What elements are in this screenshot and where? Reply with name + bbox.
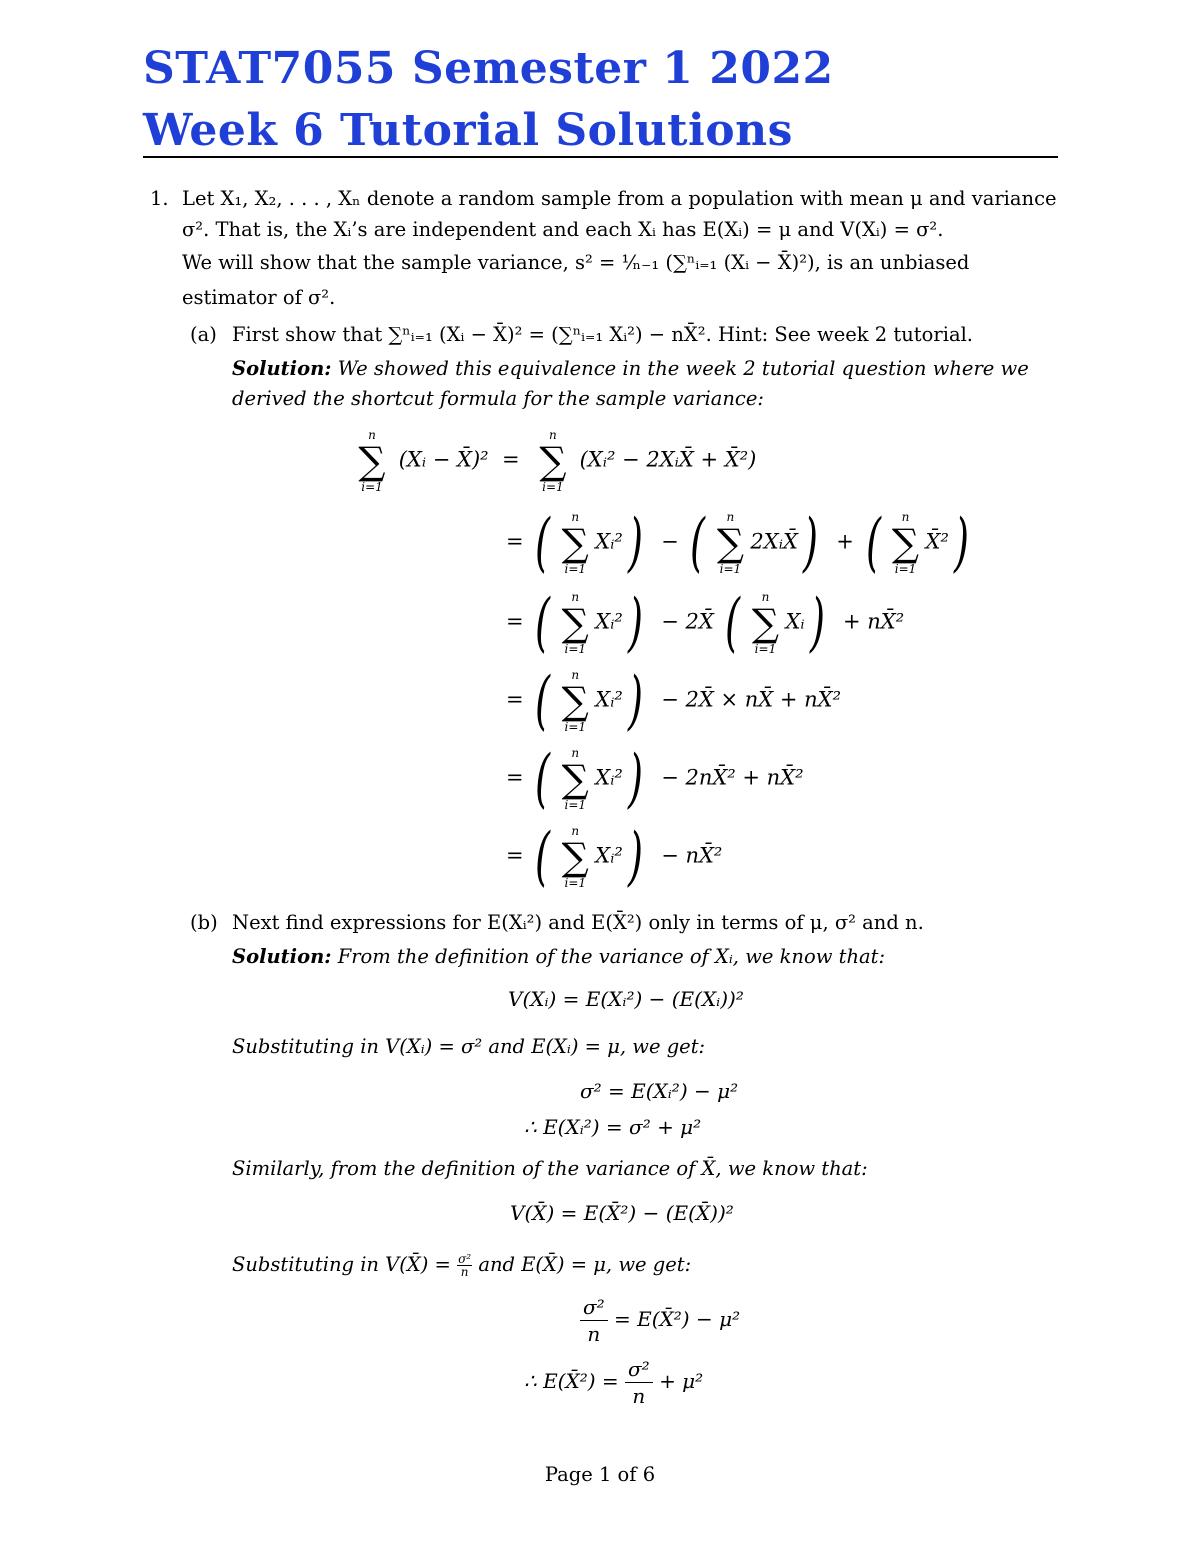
derivation-row-4: = ( n ∑ i=1 Xᵢ²) − 2X̄ × nX̄ + nX̄² xyxy=(506,664,842,738)
equation-sigma-sq: σ² = E(Xᵢ²) − μ² xyxy=(580,1079,739,1103)
page-title xyxy=(143,38,834,162)
part-a-solution-line-2: derived the shortcut formula for the sample variance: xyxy=(232,387,764,410)
solution-label: Solution: xyxy=(232,357,332,380)
derivation-row-1: n ∑ i=1 (Xᵢ − X̄)² = n ∑ i=1 (Xᵢ² − 2XᵢX̄ + X̄²) xyxy=(352,428,756,494)
part-b-solution-line-1 xyxy=(232,942,885,972)
derivation-row-3: = ( n ∑ i=1 Xᵢ²) − 2X̄ ( n ∑ i=1 Xᵢ) + nX̄² xyxy=(506,586,905,660)
equation-exi-sq: ∴ E(Xᵢ²) = σ² + μ² xyxy=(524,1115,702,1139)
text-substituting-2: Substituting in V(X̄) = $\frac{\text{σ²}}{n}$ and E(X̄) = μ, we get: xyxy=(232,1252,692,1279)
fraction-sigma-over-n: $\frac{\text{σ²}}{n}$ xyxy=(458,1252,472,1279)
fraction: $\frac{\text{σ²}}{n}$ xyxy=(625,1356,653,1409)
equation-exbar-sq: ∴ E(X̄²) = $\frac{\text{σ²}}{n}$ + μ² xyxy=(524,1357,704,1408)
derivation-row-5: = ( n ∑ i=1 Xᵢ²) − 2nX̄² + nX̄² xyxy=(506,742,804,816)
page-number: Page 1 of 6 xyxy=(544,1463,656,1486)
title-line-2: Week 6 Tutorial Solutions xyxy=(143,105,793,156)
eq-row1-rhs: (Xᵢ² − 2XᵢX̄ + X̄²) xyxy=(579,447,757,472)
derivation-row-2: = ( n ∑ i=1 Xᵢ²) − ( n ∑ i=1 2XᵢX̄) + ( n ∑ i=1 X̄²) xyxy=(506,506,969,580)
eq-lhs: (Xᵢ − X̄)² xyxy=(398,447,489,472)
derivation-row-6: = ( n ∑ i=1 Xᵢ²) − nX̄² xyxy=(506,820,723,894)
title-rule xyxy=(143,156,1058,158)
solution-text: We showed this equivalence in the week 2 tutorial question where we xyxy=(337,357,1029,380)
part-a-label: (a) xyxy=(190,323,217,346)
title-line-1: STAT7055 Semester 1 2022 xyxy=(143,43,834,94)
fraction: $\frac{\text{σ²}}{n}$ xyxy=(580,1294,608,1347)
part-a-solution-line-1 xyxy=(232,354,1029,384)
intro-line-4: estimator of σ². xyxy=(182,286,336,309)
question-number: 1. xyxy=(150,187,169,210)
text-substituting-1: Substituting in V(Xᵢ) = σ² and E(Xᵢ) = μ, we get: xyxy=(232,1035,706,1058)
equation-sigma-over-n: $\frac{\text{σ²}}{n}$ = E(X̄²) − μ² xyxy=(580,1294,740,1347)
intro-line-1: Let X₁, X₂, . . . , Xₙ denote a random sample from a population with mean μ and variance xyxy=(182,187,1057,210)
equation-variance-xi: V(Xᵢ) = E(Xᵢ²) − (E(Xᵢ))² xyxy=(508,987,744,1011)
text-similarly: Similarly, from the definition of the variance of X̄, we know that: xyxy=(232,1157,868,1180)
intro-line-3: We will show that the sample variance, s² = ¹⁄ₙ₋₁ (∑ⁿᵢ₌₁ (Xᵢ − X̄)²), is an unbiased xyxy=(182,251,970,274)
sum-symbol: n ∑ i=1 xyxy=(539,428,567,494)
part-a-question: First show that ∑ⁿᵢ₌₁ (Xᵢ − X̄)² = (∑ⁿᵢ₌₁ Xᵢ²) − nX̄². Hint: See week 2 tutorial. xyxy=(232,323,973,346)
solution-label: Solution: xyxy=(232,945,332,968)
intro-line-2: σ². That is, the Xᵢ’s are independent and each Xᵢ has E(Xᵢ) = μ and V(Xᵢ) = σ². xyxy=(182,218,944,241)
solution-text: From the definition of the variance of Xᵢ, we know that: xyxy=(337,945,886,968)
equation-variance-xbar: V(X̄) = E(X̄²) − (E(X̄))² xyxy=(510,1201,734,1225)
part-b-question: Next find expressions for E(Xᵢ²) and E(X̄²) only in terms of μ, σ² and n. xyxy=(232,911,924,934)
sum-symbol: n ∑ i=1 xyxy=(358,428,386,494)
part-b-label: (b) xyxy=(190,911,218,934)
